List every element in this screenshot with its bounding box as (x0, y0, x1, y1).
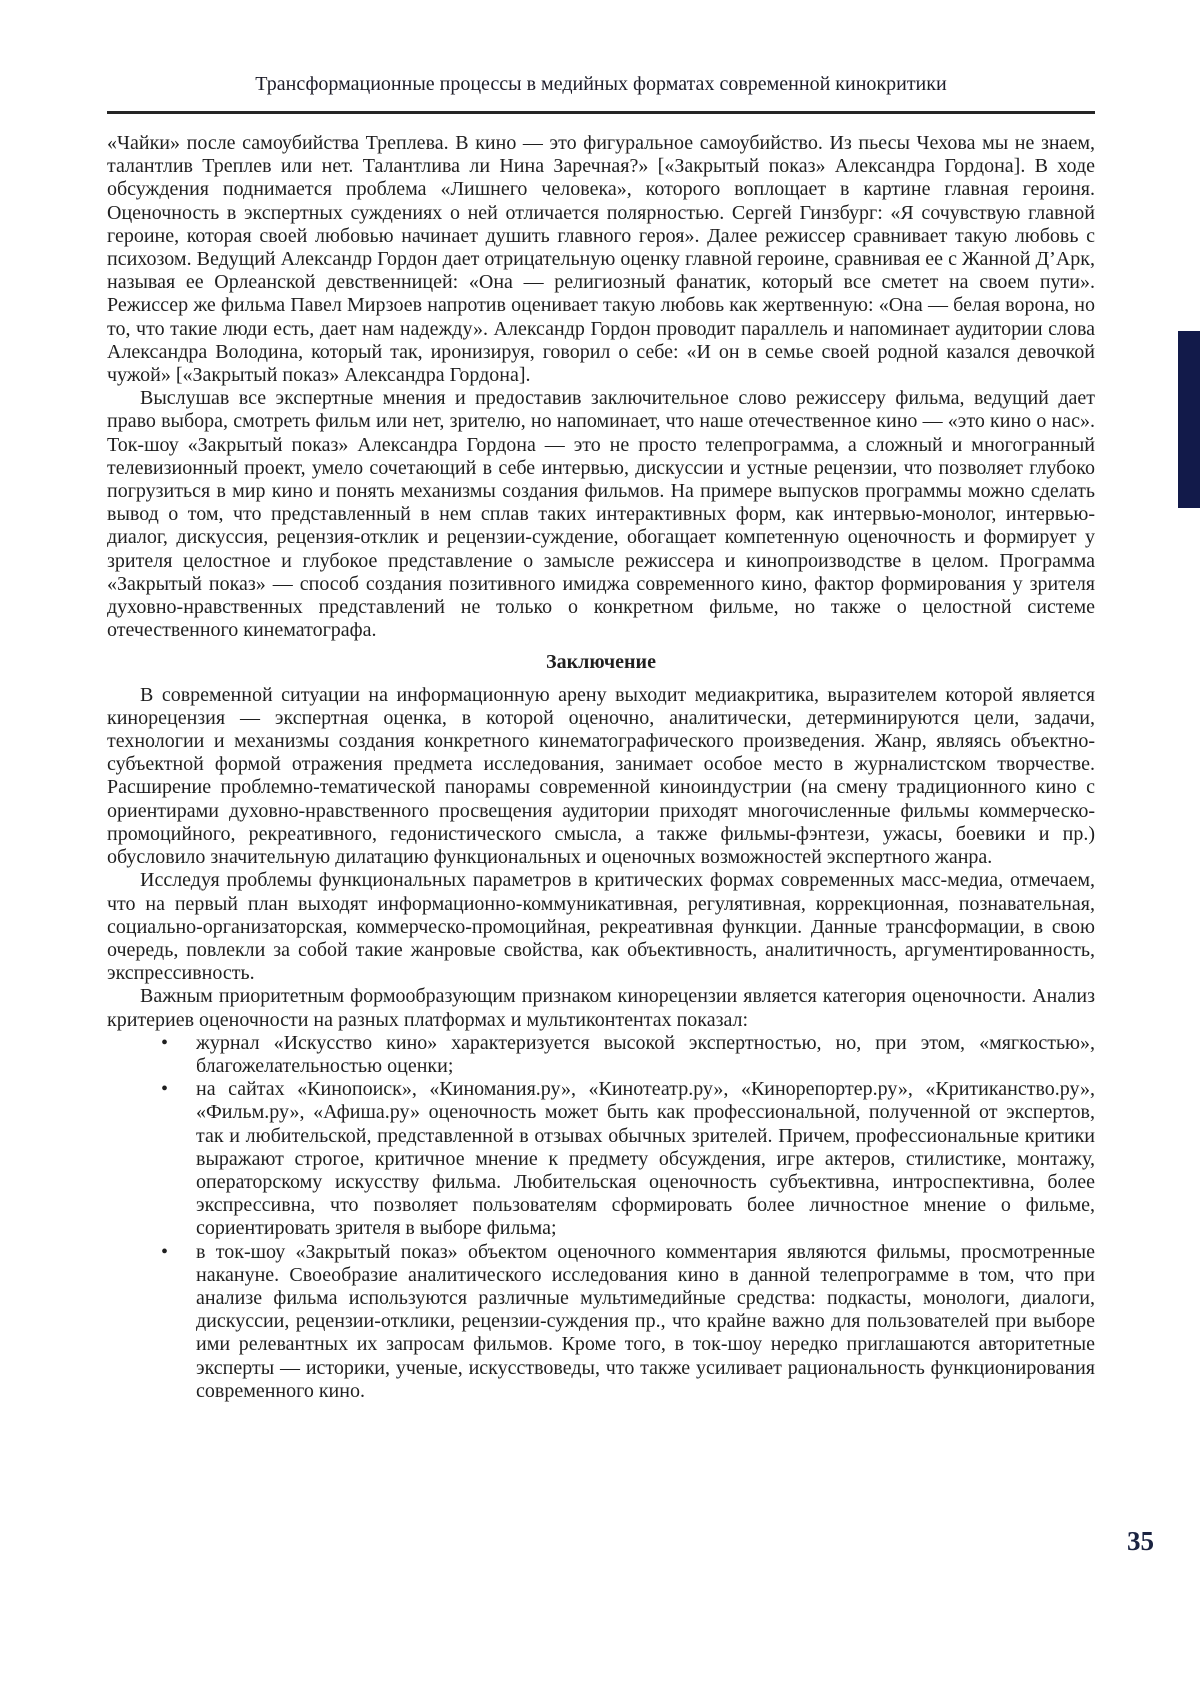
running-head-title: Трансформационные процессы в медийных форматах современной кинокритики (255, 73, 947, 95)
paragraph: Исследуя проблемы функциональных параметров в критических формах современных масс-медиа, отмечаем, что на первый план выходят информационно-коммуникативная, регулятивная, коррекционная, познавательная, социально-организаторская, коммерческо-промоцийная, рекреативная функции. Данные трансформации, в свою очередь, повлекли за собой такие жанровые свойства, как объективность, аналитичность, аргументированность, экспрессивность. (107, 869, 1095, 985)
list-item (107, 1078, 1095, 1240)
list-item (107, 1241, 1095, 1403)
section-heading-conclusion: Заключение (546, 651, 656, 674)
bullet-icon: • (161, 1078, 169, 1101)
list-item (107, 1032, 1095, 1078)
bullet-list (107, 1032, 1095, 1403)
bullet-icon: • (161, 1031, 169, 1054)
list-item-text: журнал «Искусство кино» характеризуется высокой экспертностью, но, при этом, «мягкостью», благожелательностью оценки; (196, 1031, 1095, 1077)
header-rule (107, 111, 1095, 114)
bullet-icon: • (161, 1240, 169, 1263)
paragraph: Выслушав все экспертные мнения и предоставив заключительное слово режиссеру фильма, ведущий дает право выбора, смотреть фильм или нет, зрителю, но напоминает, что наше отечественное кино — «это кино о нас». Ток-шоу «Закрытый показ» Александра Гордона — это не просто телепрограмма, а сложный и многогранный телевизионный проект, умело сочетающий в себе интервью, дискуссии и устные рецензии, что позволяет глубоко погрузиться в мир кино и понять механизмы создания фильмов. На примере выпусков программы можно сделать вывод о том, что представленный в нем сплав таких интерактивных форм, как интервью-монолог, интервью-диалог, дискуссия, рецензия-отклик и рецензии-суждение, обогащает компетенную оценочность и формирует у зрителя целостное и глубокое представление о замысле режиссера и кинопроизводстве в целом. Программа «Закрытый показ» — способ создания позитивного имиджа современного кино, фактор формирования у зрителя духовно-нравственных представлений не только о конкретном фильме, но также о целостной системе отечественного кинематографа. (107, 387, 1095, 642)
body-text (107, 132, 1095, 1403)
list-item-text: на сайтах «Кинопоиск», «Киномания.ру», «Кинотеатр.ру», «Кинорепортер.ру», «Критиканство.ру», «Фильм.ру», «Афиша.ру» оценочность может быть как профессиональной, полученной от экспертов, так и любительской, представленной в отзывах обычных зрителей. Причем, профессиональные критики выражают строгое, критичное мнение к предмету обсуждения, игре актеров, стилистике, монтажу, операторскому искусству фильма. Любительская оценочность субъективна, интроспективна, более экспрессивна, что позволяет пользователям сформировать более личностное мнение о фильме, сориентировать зрителя в выборе фильма; (196, 1078, 1095, 1240)
list-item-text: в ток-шоу «Закрытый показ» объектом оценочного комментария являются фильмы, просмотренные накануне. Своеобразие аналитического исследования кино в данной телепрограмме в том, что при анализе фильма используются различные мультимедийные средства: подкасты, монологи, диалоги, дискуссии, рецензии-отклики, рецензии-суждения пр., что крайне важно для пользователей при выборе ими релевантных их запросам фильмов. Кроме того, в ток-шоу нередко приглашаются авторитетные эксперты — историки, ученые, искусствоведы, что также усиливает рациональность функционирования современного кино. (196, 1240, 1095, 1402)
paragraph: В современной ситуации на информационную арену выходит медиакритика, выразителем которой является кинорецензия — экспертная оценка, в которой оценочно, аналитически, детерминируются цели, задачи, технологии и механизмы создания конкретного кинематографического произведения. Жанр, являясь объектно-субъектной формой отражения предмета исследования, занимает особое место в журналистском творчестве. Расширение проблемно-тематической панорамы современной киноиндустрии (на смену традиционного кино с ориентирами духовно-нравственного просвещения аудитории приходят многочисленные фильмы коммерческо-промоцийного, рекреативного, гедонистического смысла, а также фильмы-фэнтези, ужасы, боевики и пр.) обусловило значительную дилатацию функциональных и оценочных возможностей экспертного жанра. (107, 683, 1095, 869)
edge-bookmark-tab (1178, 331, 1200, 508)
page-number: 35 (1127, 1526, 1154, 1556)
text-column (107, 72, 1095, 1403)
paragraph: «Чайки» после самоубийства Треплева. В кино — это фигуральное самоубийство. Из пьесы Чехова мы не знаем, талантлив Треплев или нет. Талантлива ли Нина Заречная?» [«Закрытый показ» Александра Гордона]. В ходе обсуждения поднимается проблема «Лишнего человека», которого воплощает в картине главная героиня. Оценочность в экспертных суждениях о ней отличается полярностью. Сергей Гинзбург: «Я сочувствую главной героине, которая своей любовью начинает душить главного героя». Далее режиссер сравнивает такую любовь с психозом. Ведущий Александр Гордон дает отрицательную оценку главной героине, сравнивая ее с Жанной Д’Арк, называя ее Орлеанской девственницей: «Она — религиозный фанатик, который все сметет на своем пути». Режиссер же фильма Павел Мирзоев напротив оценивает такую любовь как жертвенную: «Она — белая ворона, но то, что такие люди есть, дает нам надежду». Александр Гордон проводит параллель и напоминает аудитории слова Александра Володина, который так, иронизируя, говорил о себе: «И он в семье своей родной казался девочкой чужой» [«Закрытый показ» Александра Гордона]. (107, 132, 1095, 387)
paragraph: Важным приоритетным формообразующим признаком кинорецензии является категория оценочности. Анализ критериев оценочности на разных платформах и мультиконтентах показал: (107, 985, 1095, 1031)
